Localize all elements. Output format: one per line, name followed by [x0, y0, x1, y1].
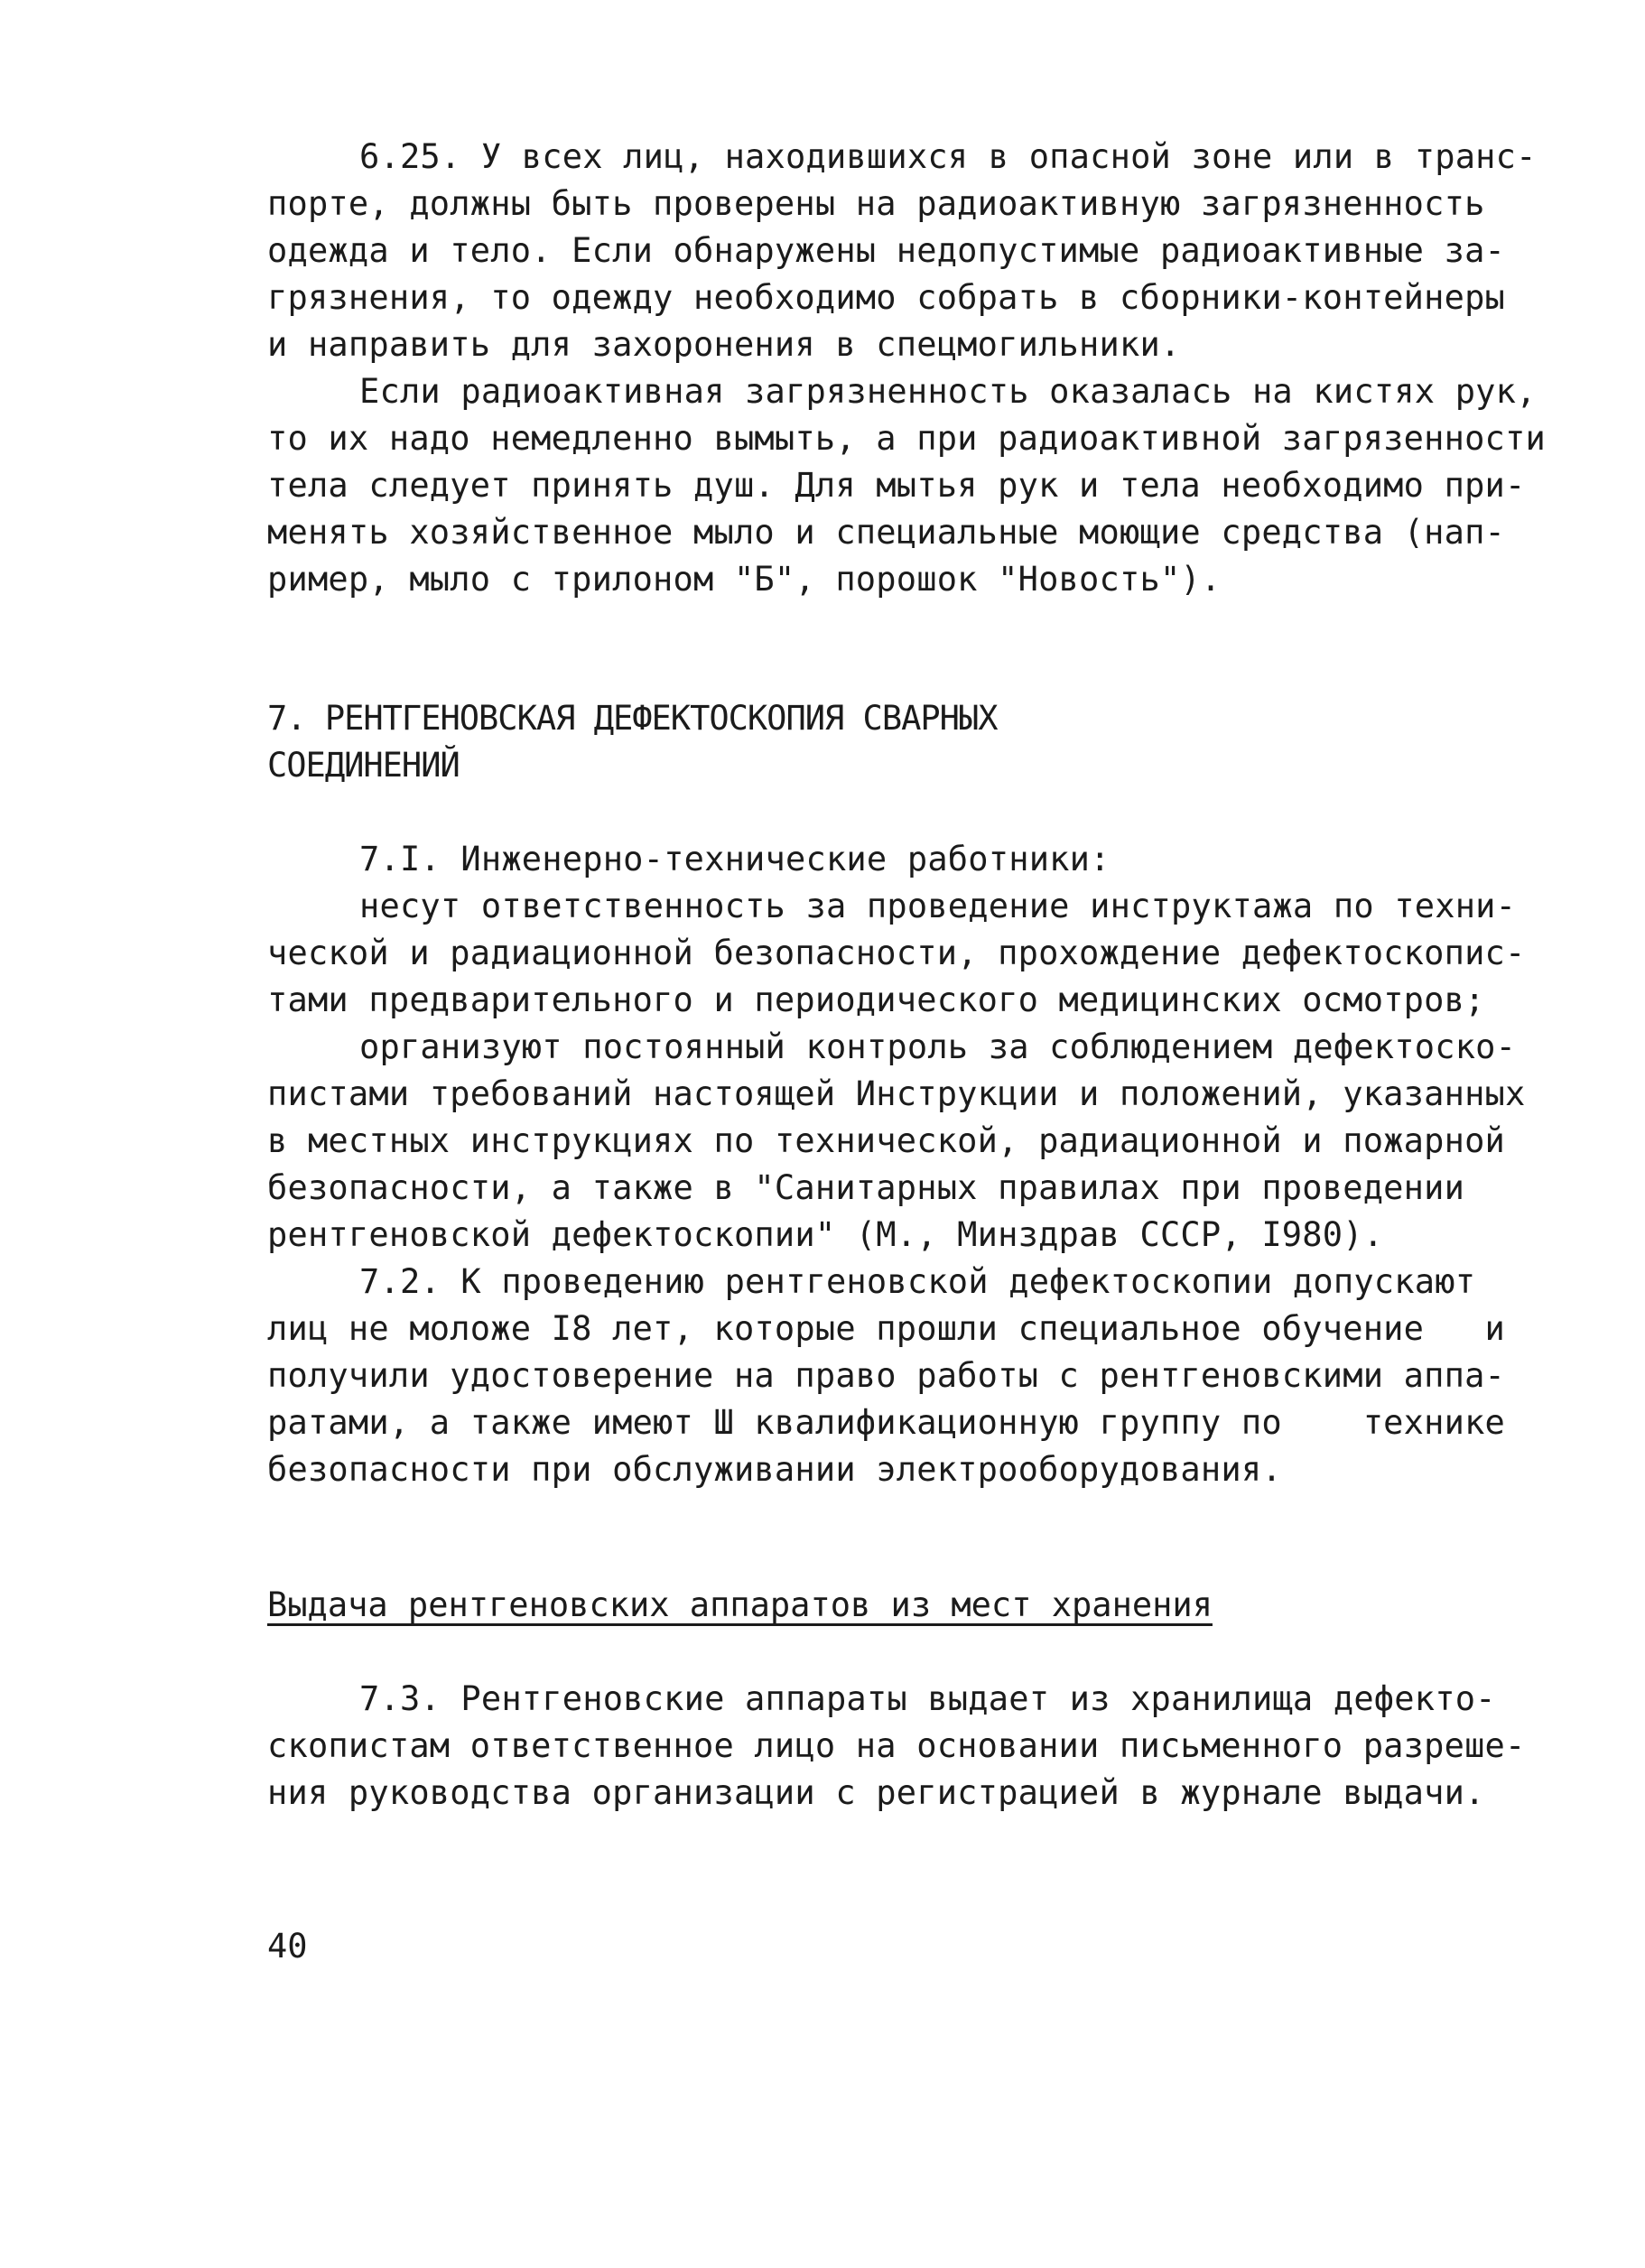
text-line: Если радиоактивная загрязненность оказалась на кистях рук,	[359, 372, 1537, 411]
text-line: организуют постоянный контроль за соблюдением дефектоско-	[359, 1027, 1517, 1066]
text-line: скопистам ответственное лицо на основании письменного разреше-	[267, 1726, 1526, 1765]
text-line: тела следует принять душ. Для мытья рук и тела необходимо при-	[267, 466, 1526, 505]
text-line: пистами требований настоящей Инструкции и положений, указанных	[267, 1074, 1526, 1113]
text-line: безопасности, а также в "Санитарных правилах при проведении	[267, 1168, 1465, 1207]
text-line: безопасности при обслуживании электрооборудования.	[267, 1450, 1282, 1489]
text-line: 7.I. Инженерно-технические работники:	[359, 840, 1111, 878]
text-line: менять хозяйственное мыло и специальные моющие средства (нап-	[267, 513, 1506, 552]
text-line: тами предварительного и периодического медицинских осмотров;	[267, 981, 1485, 1019]
text-line: лиц не моложе I8 лет, которые прошли специальное обучение и	[267, 1309, 1506, 1348]
text-line: рентгеновской дефектоскопии" (М., Минздрав СССР, I980).	[267, 1215, 1384, 1254]
text-line: ческой и радиационной безопасности, прохождение дефектоскопис-	[267, 934, 1526, 972]
subsection-heading: Выдача рентгеновских аппаратов из мест хранения	[267, 1585, 1213, 1624]
text-line: 6.25. У всех лиц, находившихся в опасной зоне или в транс-	[359, 137, 1537, 176]
text-line: одежда и тело. Если обнаружены недопустимые радиоактивные за-	[267, 231, 1506, 270]
section-heading: СОЕДИНЕНИЙ	[267, 746, 460, 785]
text-line: ример, мыло с трилоном "Б", порошок "Новость").	[267, 560, 1222, 599]
text-line: 7.2. К проведению рентгеновской дефектоскопии допускают	[359, 1262, 1476, 1301]
text-line: ния руководства организации с регистрацией в журнале выдачи.	[267, 1773, 1485, 1812]
text-line: ратами, а также имеют Ш квалификационную группу по технике	[267, 1403, 1506, 1442]
page-number: 40	[267, 1927, 308, 1966]
text-line: несут ответственность за проведение инструктажа по техни-	[359, 887, 1517, 925]
text-line: получили удостоверение на право работы с рентгеновскими аппа-	[267, 1356, 1506, 1395]
section-heading: 7. РЕНТГЕНОВСКАЯ ДЕФЕКТОСКОПИЯ СВАРНЫХ	[267, 699, 998, 738]
text-line: 7.3. Рентгеновские аппараты выдает из хранилища дефекто-	[359, 1679, 1496, 1718]
text-line: грязнения, то одежду необходимо собрать в сборники-контейнеры	[267, 278, 1506, 317]
text-line: порте, должны быть проверены на радиоактивную загрязненность	[267, 184, 1485, 223]
text-line: то их надо немедленно вымыть, а при радиоактивной загрязенности	[267, 419, 1546, 458]
text-line: и направить для захоронения в спецмогильники.	[267, 325, 1181, 364]
text-line: в местных инструкциях по технической, радиационной и пожарной	[267, 1121, 1506, 1160]
